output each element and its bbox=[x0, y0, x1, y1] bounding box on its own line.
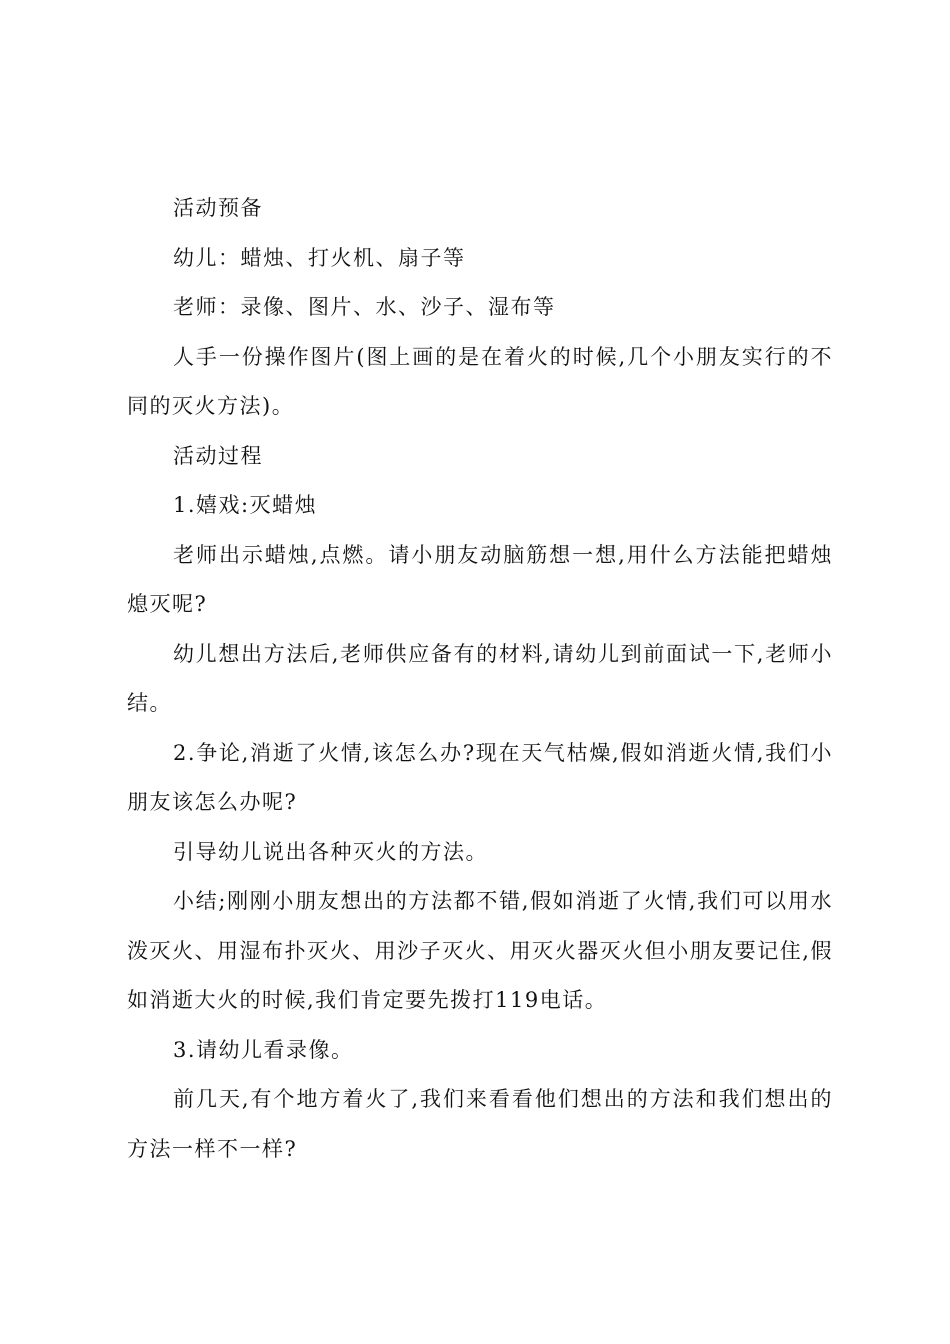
step-heading-1: 1.嬉戏:灭蜡烛 bbox=[173, 493, 318, 517]
paragraph-step1-summary: 幼儿想出方法后,老师供应备有的材料,请幼儿到前面试一下,老师小结。 bbox=[127, 641, 833, 715]
paragraph-step1-intro: 老师出示蜡烛,点燃。请小朋友动脑筋想一想,用什么方法能把蜡烛熄灭呢? bbox=[127, 542, 833, 616]
paragraph-step2-guide: 引导幼儿说出各种灭火的方法。 bbox=[173, 839, 488, 864]
section-heading-process: 活动过程 bbox=[173, 443, 263, 468]
paragraph-teacher-materials: 老师：录像、图片、水、沙子、湿布等 bbox=[173, 295, 556, 319]
paragraph-step3-intro: 前几天,有个地方着火了,我们来看看他们想出的方法和我们想出的方法一样不一样? bbox=[127, 1087, 833, 1161]
section-heading-preparation: 活动预备 bbox=[173, 196, 263, 220]
document-body bbox=[127, 184, 833, 1174]
paragraph-children-materials: 幼儿：蜡烛、打火机、扇子等 bbox=[173, 245, 466, 270]
step-heading-2: 2.争论,消逝了火情,该怎么办?现在天气枯燥,假如消逝火情,我们小朋友该怎么办呢? bbox=[127, 740, 833, 814]
step-heading-3: 3.请幼儿看录像。 bbox=[173, 1037, 354, 1062]
paragraph-step2-summary: 小结;刚刚小朋友想出的方法都不错,假如消逝了火情,我们可以用水泼灭火、用湿布扑灭火、用沙子灭火、用灭火器灭火但小朋友要记住,假如消逝大火的时候,我们肯定要先拨打119电话。 bbox=[127, 889, 833, 1012]
paragraph-operation-pictures: 人手一份操作图片(图上画的是在着火的时候,几个小朋友实行的不同的灭火方法)。 bbox=[127, 344, 833, 418]
